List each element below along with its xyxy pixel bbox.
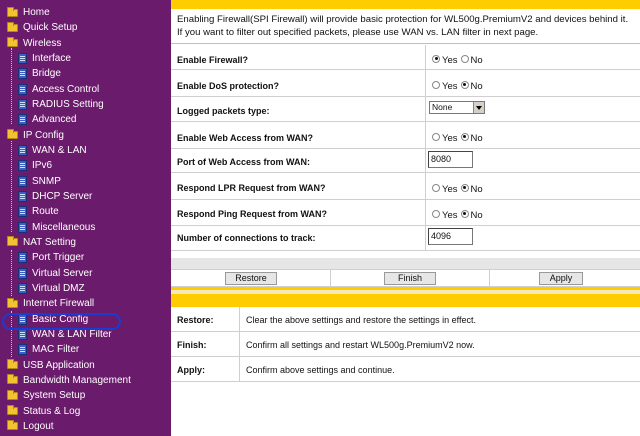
- radio-group-enable-firewall: [432, 53, 486, 64]
- sidebar-item-home[interactable]: [7, 5, 50, 20]
- sidebar-item-route[interactable]: [18, 204, 59, 219]
- page-icon: [18, 160, 27, 171]
- radio-group-lpr: [432, 182, 486, 193]
- label-enable-dos: Enable DoS protection?: [177, 81, 280, 91]
- page-icon: [18, 191, 27, 202]
- sidebar-item-label: Virtual DMZ: [32, 282, 85, 294]
- sidebar-item-bandwidth-management[interactable]: [7, 373, 131, 388]
- sidebar-item-internet-firewall[interactable]: [7, 296, 94, 311]
- folder-icon: [7, 407, 18, 415]
- highlight-oval: [2, 313, 121, 330]
- sidebar-item-access-control[interactable]: [18, 82, 99, 97]
- sidebar-item-label: Home: [23, 7, 50, 18]
- sidebar-item-ip-config[interactable]: [7, 128, 64, 143]
- sidebar-item-label: Status & Log: [23, 405, 81, 417]
- column-divider: [425, 149, 426, 172]
- sidebar-item-wan-lan[interactable]: [18, 143, 87, 158]
- sidebar-item-label: Internet Firewall: [23, 298, 95, 310]
- radio-label-yes: Yes: [442, 133, 458, 144]
- sidebar-item-label: Access Control: [32, 83, 100, 95]
- finish-button[interactable]: Finish: [384, 272, 436, 285]
- main-content: [171, 0, 640, 436]
- column-divider: [425, 122, 426, 148]
- radio-label-yes: Yes: [442, 81, 458, 92]
- sidebar-item-label: Miscellaneous: [32, 221, 96, 233]
- sidebar-item-dhcp-server[interactable]: [18, 189, 92, 204]
- select-value: None: [432, 102, 453, 112]
- sidebar-item-label: IPv6: [32, 160, 53, 172]
- column-divider: [425, 200, 426, 225]
- folder-icon: [7, 376, 18, 384]
- page-icon: [18, 84, 27, 95]
- top-accent-bar: [171, 0, 640, 9]
- page-icon: [18, 114, 27, 125]
- logged-packets-select[interactable]: [429, 101, 485, 114]
- button-cell-divider: [330, 270, 331, 287]
- sidebar-item-label: Advanced: [32, 114, 77, 126]
- row-ping: [171, 200, 640, 226]
- sidebar-item-interface[interactable]: [18, 51, 71, 66]
- sidebar-item-mac-filter[interactable]: [18, 342, 79, 357]
- row-web-port: [171, 149, 640, 173]
- sidebar-item-label: SNMP: [32, 175, 61, 187]
- sidebar-item-wireless[interactable]: [7, 36, 61, 51]
- radio-ping-yes[interactable]: [432, 210, 440, 218]
- sidebar-item-radius-setting[interactable]: [18, 97, 104, 112]
- folder-icon: [7, 300, 18, 308]
- sidebar-item-label: Wireless: [23, 37, 62, 49]
- sidebar-item-label: Port Trigger: [32, 252, 85, 264]
- sidebar-item-nat-setting[interactable]: [7, 235, 76, 250]
- radio-label-no: No: [470, 133, 483, 144]
- sidebar-item-label: Interface: [32, 52, 71, 64]
- help-description: Confirm above settings and continue.: [246, 365, 395, 375]
- label-logged-packets: Logged packets type:: [177, 106, 270, 116]
- folder-icon: [7, 39, 18, 47]
- label-connections: Number of connections to track:: [177, 233, 316, 243]
- button-row: [171, 270, 640, 287]
- folder-icon: [7, 361, 18, 369]
- sidebar-item-label: WAN & LAN Filter: [32, 328, 112, 340]
- sidebar-menu: [0, 0, 171, 436]
- page-icon: [18, 222, 27, 233]
- section-accent-highlight: [171, 290, 640, 294]
- help-description: Confirm all settings and restart WL500g.PremiumV2 now.: [246, 340, 475, 350]
- radio-group-web-access: [432, 131, 486, 142]
- sidebar-item-label: Route: [32, 206, 59, 218]
- radio-enable-dos-no[interactable]: [461, 81, 469, 89]
- help-row-finish: [171, 332, 640, 357]
- folder-icon: [7, 392, 18, 400]
- radio-ping-no[interactable]: [461, 210, 469, 218]
- radio-lpr-yes[interactable]: [432, 184, 440, 192]
- page-icon: [18, 252, 27, 263]
- sidebar-item-label: Logout: [23, 420, 54, 432]
- page-icon: [18, 268, 27, 279]
- page-icon: [18, 176, 27, 187]
- sidebar-item-label: Basic Config: [32, 313, 89, 325]
- column-divider: [239, 307, 240, 331]
- sidebar-item-system-setup[interactable]: [7, 388, 85, 403]
- column-divider: [425, 97, 426, 121]
- folder-icon: [7, 131, 18, 139]
- page-icon: [18, 283, 27, 294]
- sidebar-item-label: WAN & LAN: [32, 144, 87, 156]
- folder-icon: [7, 238, 18, 246]
- radio-group-ping: [432, 208, 486, 219]
- sidebar-item-label: Bandwidth Management: [23, 374, 131, 386]
- label-web-port: Port of Web Access from WAN:: [177, 157, 311, 167]
- sidebar-item-status-log[interactable]: [7, 404, 80, 419]
- label-enable-firewall: Enable Firewall?: [177, 55, 249, 65]
- help-row-restore: [171, 307, 640, 332]
- radio-label-yes: Yes: [442, 210, 458, 221]
- row-enable-dos: [171, 70, 640, 97]
- sidebar-item-snmp[interactable]: [18, 174, 61, 189]
- radio-group-enable-dos: [432, 79, 486, 90]
- sidebar-item-bridge[interactable]: [18, 66, 61, 81]
- row-lpr: [171, 173, 640, 200]
- label-lpr: Respond LPR Request from WAN?: [177, 183, 326, 193]
- page-icon: [18, 68, 27, 79]
- page-icon: [18, 99, 27, 110]
- page-icon: [18, 329, 27, 340]
- sidebar-item-label: Quick Setup: [23, 22, 78, 34]
- folder-icon: [7, 24, 18, 32]
- row-connections: [171, 226, 640, 251]
- apply-button[interactable]: Apply: [539, 272, 583, 285]
- folder-icon: [7, 9, 18, 17]
- radio-enable-dos-yes[interactable]: [432, 81, 440, 89]
- button-bar-spacer: [171, 258, 640, 270]
- help-description: Clear the above settings and restore the settings in effect.: [246, 315, 476, 325]
- folder-icon: [7, 422, 18, 430]
- sidebar-item-usb-application[interactable]: [7, 358, 95, 373]
- sidebar-item-port-trigger[interactable]: [18, 250, 84, 265]
- tree-branch-line: [11, 48, 12, 124]
- radio-enable-firewall-yes[interactable]: [432, 55, 440, 63]
- help-term: Restore:: [177, 315, 214, 325]
- radio-label-no: No: [470, 210, 483, 221]
- radio-enable-firewall-no[interactable]: [461, 55, 469, 63]
- sidebar-item-label: Virtual Server: [32, 267, 93, 279]
- label-ping: Respond Ping Request from WAN?: [177, 209, 328, 219]
- label-web-access: Enable Web Access from WAN?: [177, 133, 314, 143]
- column-divider: [425, 173, 426, 199]
- radio-label-no: No: [470, 55, 483, 66]
- sidebar-item-quick-setup[interactable]: [7, 20, 77, 35]
- row-enable-firewall: [171, 45, 640, 70]
- radio-label-yes: Yes: [442, 55, 458, 66]
- sidebar-item-label: NAT Setting: [23, 236, 76, 248]
- column-divider: [239, 332, 240, 356]
- sidebar-item-label: USB Application: [23, 359, 95, 371]
- help-row-apply: [171, 357, 640, 382]
- sidebar-item-logout[interactable]: [7, 419, 54, 434]
- radio-lpr-no[interactable]: [461, 184, 469, 192]
- row-logged-packets: [171, 97, 640, 122]
- intro-text: Enabling Firewall(SPI Firewall) will provide basic protection for WL500g.PremiumV2 and devices behind it. If you want to filter out specified packets, please use WAN vs. LAN filter in next page.: [171, 10, 640, 44]
- column-divider: [425, 45, 426, 69]
- page-icon: [18, 344, 27, 355]
- column-divider: [425, 226, 426, 250]
- sidebar-item-virtual-dmz[interactable]: [18, 281, 85, 296]
- connections-input[interactable]: 4096: [428, 228, 473, 245]
- sidebar-item-label: IP Config: [23, 129, 64, 141]
- column-divider: [239, 357, 240, 381]
- sidebar-item-advanced[interactable]: [18, 112, 76, 127]
- sidebar-item-label: System Setup: [23, 390, 86, 402]
- restore-button[interactable]: Restore: [225, 272, 277, 285]
- row-web-access: [171, 122, 640, 149]
- page-icon: [18, 53, 27, 64]
- sidebar-item-label: MAC Filter: [32, 344, 80, 356]
- page-icon: [18, 206, 27, 217]
- radio-web-access-no[interactable]: [461, 133, 469, 141]
- button-cell-divider: [489, 270, 490, 287]
- chevron-down-icon: [473, 102, 484, 113]
- radio-label-no: No: [470, 81, 483, 92]
- sidebar-item-label: RADIUS Setting: [32, 98, 104, 110]
- sidebar-item-virtual-server[interactable]: [18, 266, 92, 281]
- tree-branch-line: [11, 141, 12, 232]
- help-term: Finish:: [177, 340, 207, 350]
- radio-label-no: No: [470, 184, 483, 195]
- radio-label-yes: Yes: [442, 184, 458, 195]
- web-port-input[interactable]: 8080: [428, 151, 473, 168]
- help-term: Apply:: [177, 365, 205, 375]
- column-divider: [425, 70, 426, 96]
- sidebar-item-label: DHCP Server: [32, 190, 93, 202]
- radio-web-access-yes[interactable]: [432, 133, 440, 141]
- tree-branch-line: [11, 250, 12, 296]
- sidebar-item-miscellaneous[interactable]: [18, 220, 95, 235]
- sidebar-item-ipv6[interactable]: [18, 158, 52, 173]
- sidebar-item-label: Bridge: [32, 68, 61, 80]
- page-icon: [18, 145, 27, 156]
